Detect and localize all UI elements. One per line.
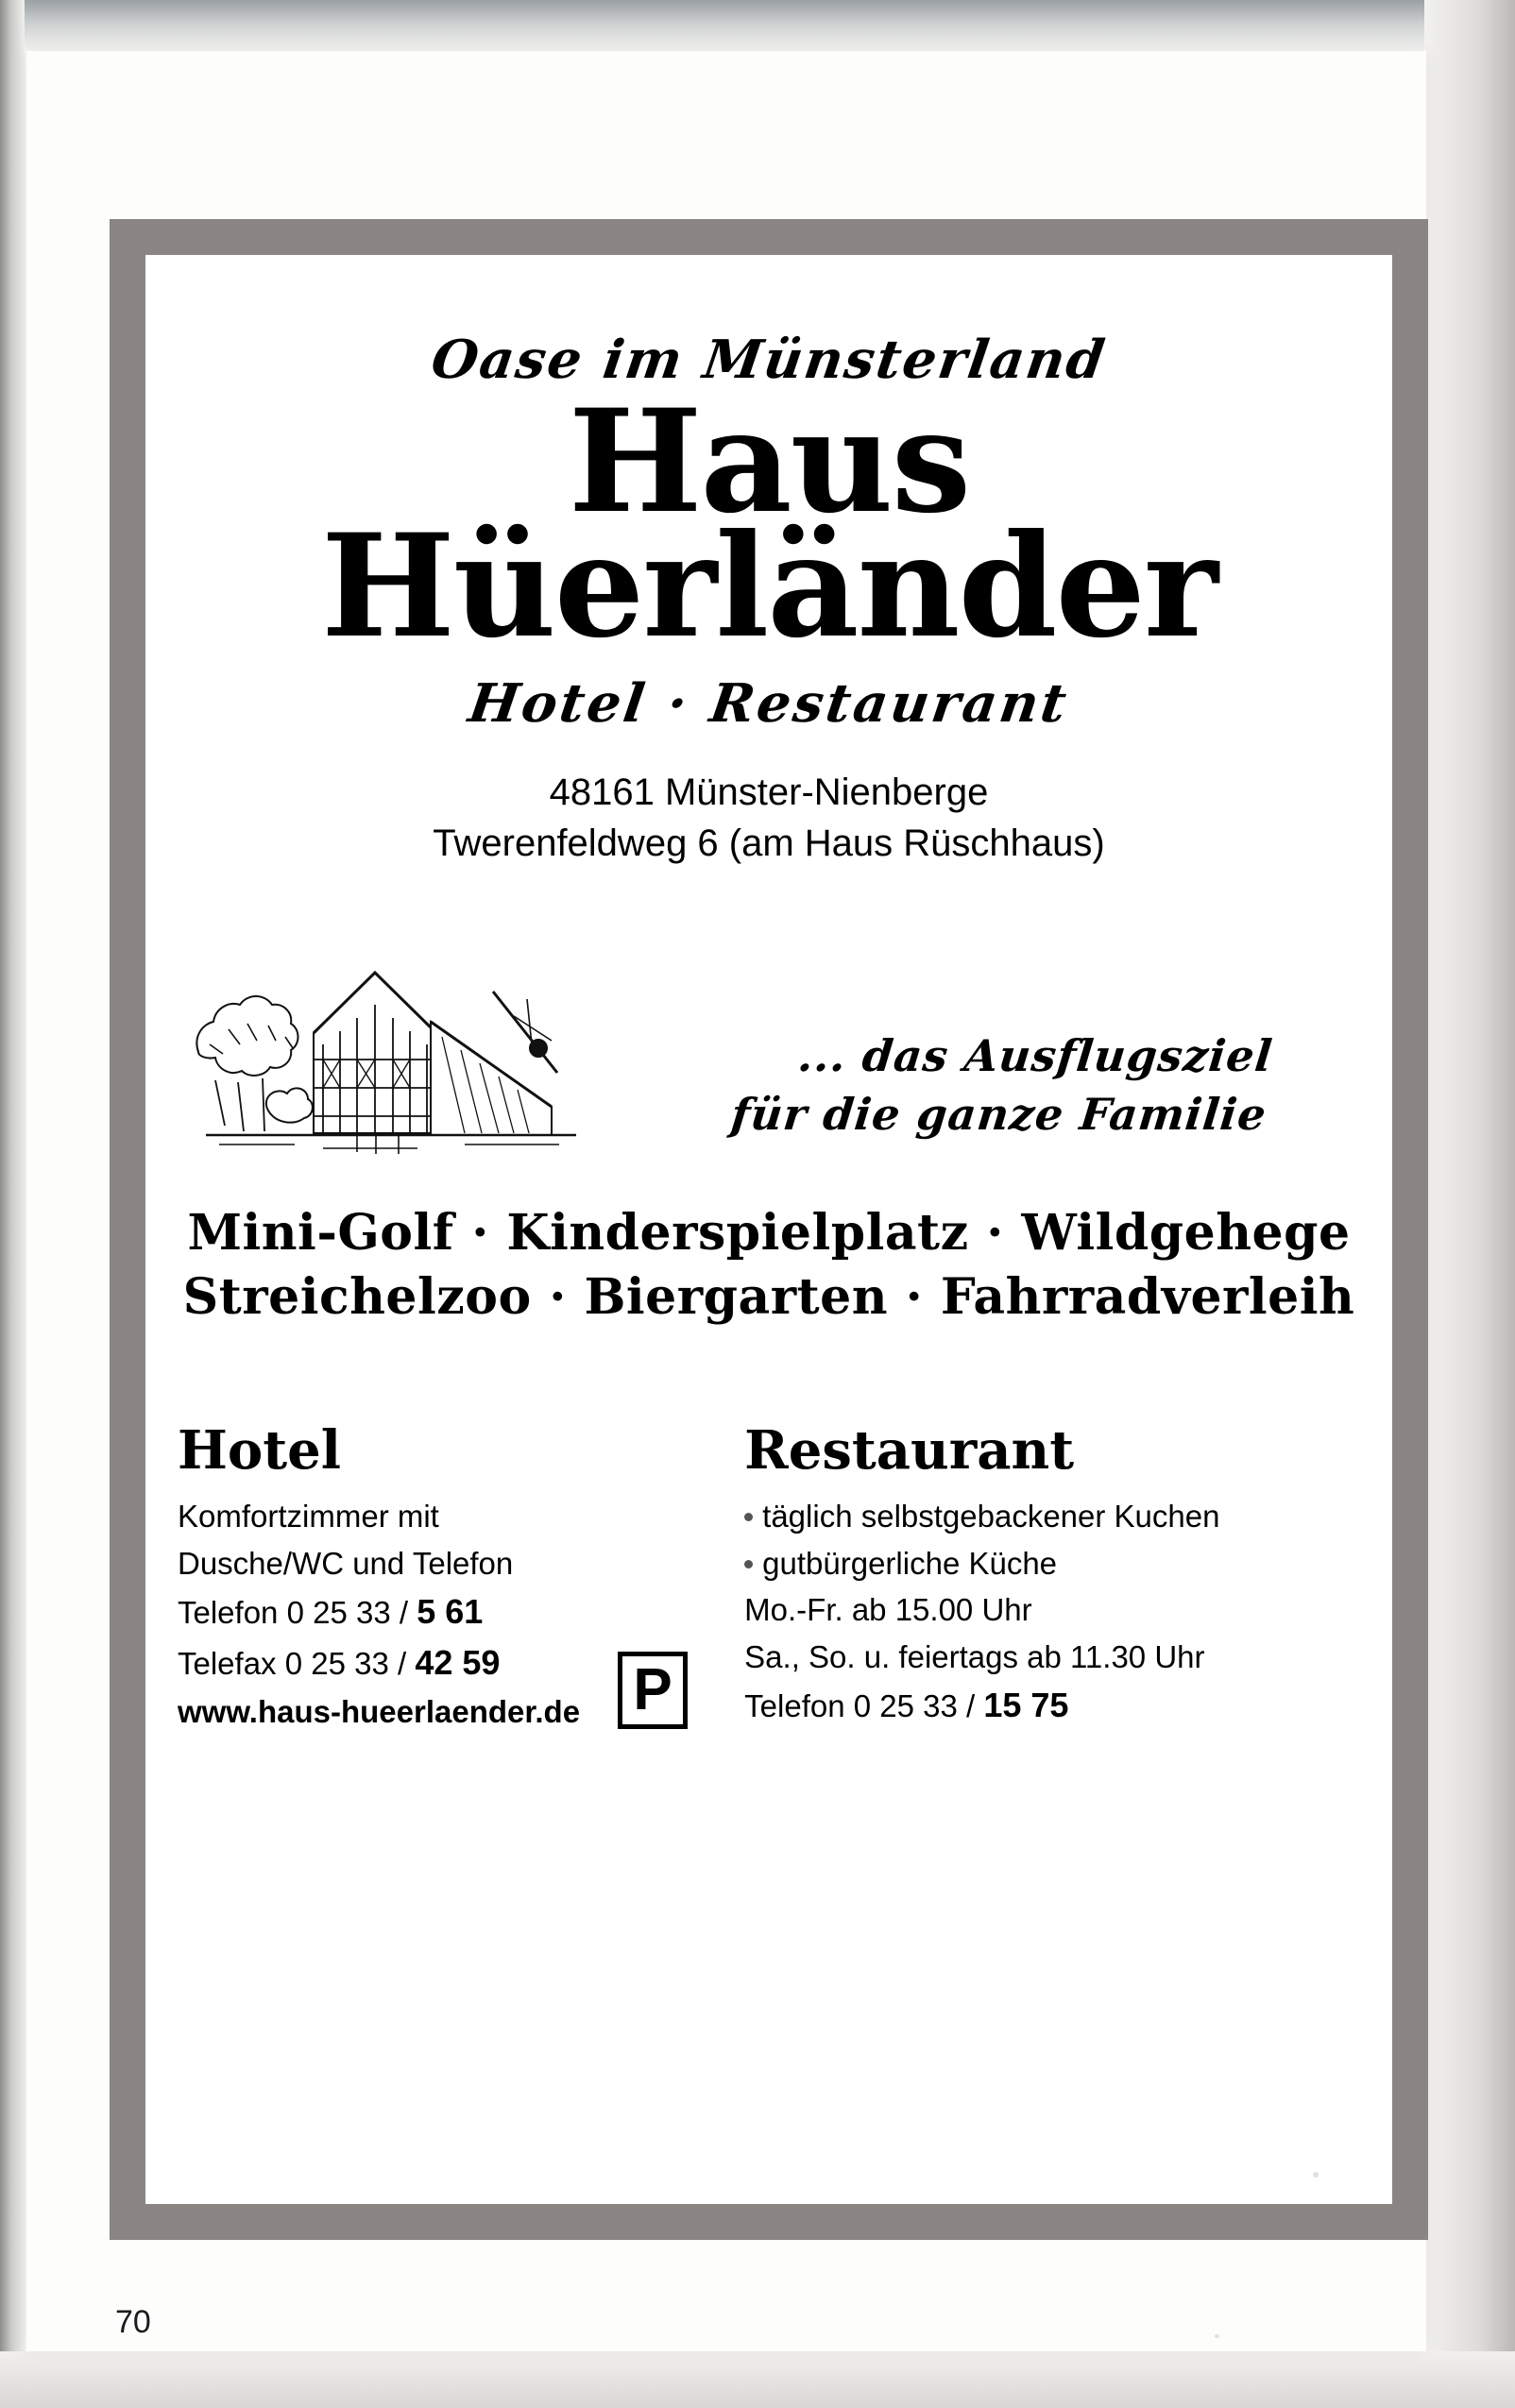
scan-edge-left	[0, 0, 25, 2408]
scan-speckle	[1313, 2172, 1319, 2178]
bullet-dot-icon	[744, 1513, 753, 1521]
details-columns	[145, 1419, 1392, 1731]
hotel-line-1: Komfortzimmer mit	[178, 1499, 439, 1535]
restaurant-bullet-1-row	[744, 1493, 1366, 1540]
advertisement-inner	[145, 255, 1392, 2204]
farmhouse-illustration	[181, 931, 587, 1186]
scan-speckle	[1215, 2334, 1219, 2338]
restaurant-bullet-2-row	[744, 1540, 1366, 1587]
restaurant-column	[744, 1419, 1366, 1731]
address-block	[145, 767, 1392, 869]
features-line-2: Streichelzoo · Biergarten · Fahrradverleih	[182, 1267, 1355, 1326]
restaurant-phone-row	[744, 1680, 1366, 1731]
hotel-website[interactable]: www.haus-hueerlaender.de	[178, 1694, 581, 1730]
hotel-phone-number: 5 61	[417, 1592, 484, 1632]
scan-edge-right	[1424, 0, 1515, 2408]
restaurant-hours-2: Sa., So. u. feiertags ab 11.30 Uhr	[744, 1638, 1205, 1674]
slogan-line-1: ... das Ausflugsziel	[795, 1030, 1276, 1081]
restaurant-phone-label: Telefon 0 25 33 /	[744, 1688, 976, 1724]
business-name-line1: Haus	[568, 379, 970, 545]
features-line-1: Mini-Golf · Kinderspielplatz · Wildgehege	[187, 1204, 1351, 1262]
hotel-fax-label: Telefax 0 25 33 /	[178, 1646, 407, 1682]
advertisement-content	[145, 329, 1392, 2278]
tagline-oase: Oase im Münsterland	[427, 329, 1111, 391]
bullet-dot-icon	[744, 1560, 753, 1569]
illustration-and-slogan-row	[145, 922, 1392, 1196]
address-line-1: 48161 Münster-Nienberge	[549, 772, 989, 813]
restaurant-bullet-1: täglich selbstgebackener Kuchen	[762, 1499, 1220, 1535]
hotel-fax-number: 42 59	[415, 1643, 501, 1683]
slogan-line-2: für die ganze Familie	[728, 1088, 1269, 1140]
page-number: 70	[115, 2304, 151, 2340]
advertisement-frame	[110, 219, 1428, 2240]
hotel-line-2: Dusche/WC und Telefon	[178, 1545, 514, 1581]
restaurant-heading: Restaurant	[744, 1419, 1075, 1483]
address-line-2: Twerenfeldweg 6 (am Haus Rüschhaus)	[433, 822, 1105, 864]
hotel-phone-row	[178, 1586, 705, 1637]
hotel-phone-label: Telefon 0 25 33 /	[178, 1595, 409, 1631]
business-subtitle: Hotel · Restaurant	[465, 672, 1073, 735]
parking-sign-icon: P	[618, 1652, 688, 1729]
restaurant-phone-number: 15 75	[983, 1686, 1069, 1725]
restaurant-hours-1: Mo.-Fr. ab 15.00 Uhr	[744, 1592, 1032, 1628]
hotel-heading: Hotel	[178, 1419, 342, 1483]
restaurant-bullet-2: gutbürgerliche Küche	[762, 1545, 1058, 1581]
slogan-text	[584, 1027, 1276, 1144]
business-name-line2: Hüerländer	[321, 503, 1217, 670]
features-list	[145, 1201, 1392, 1329]
scan-edge-bottom	[0, 2351, 1515, 2408]
scan-edge-top	[0, 0, 1515, 49]
